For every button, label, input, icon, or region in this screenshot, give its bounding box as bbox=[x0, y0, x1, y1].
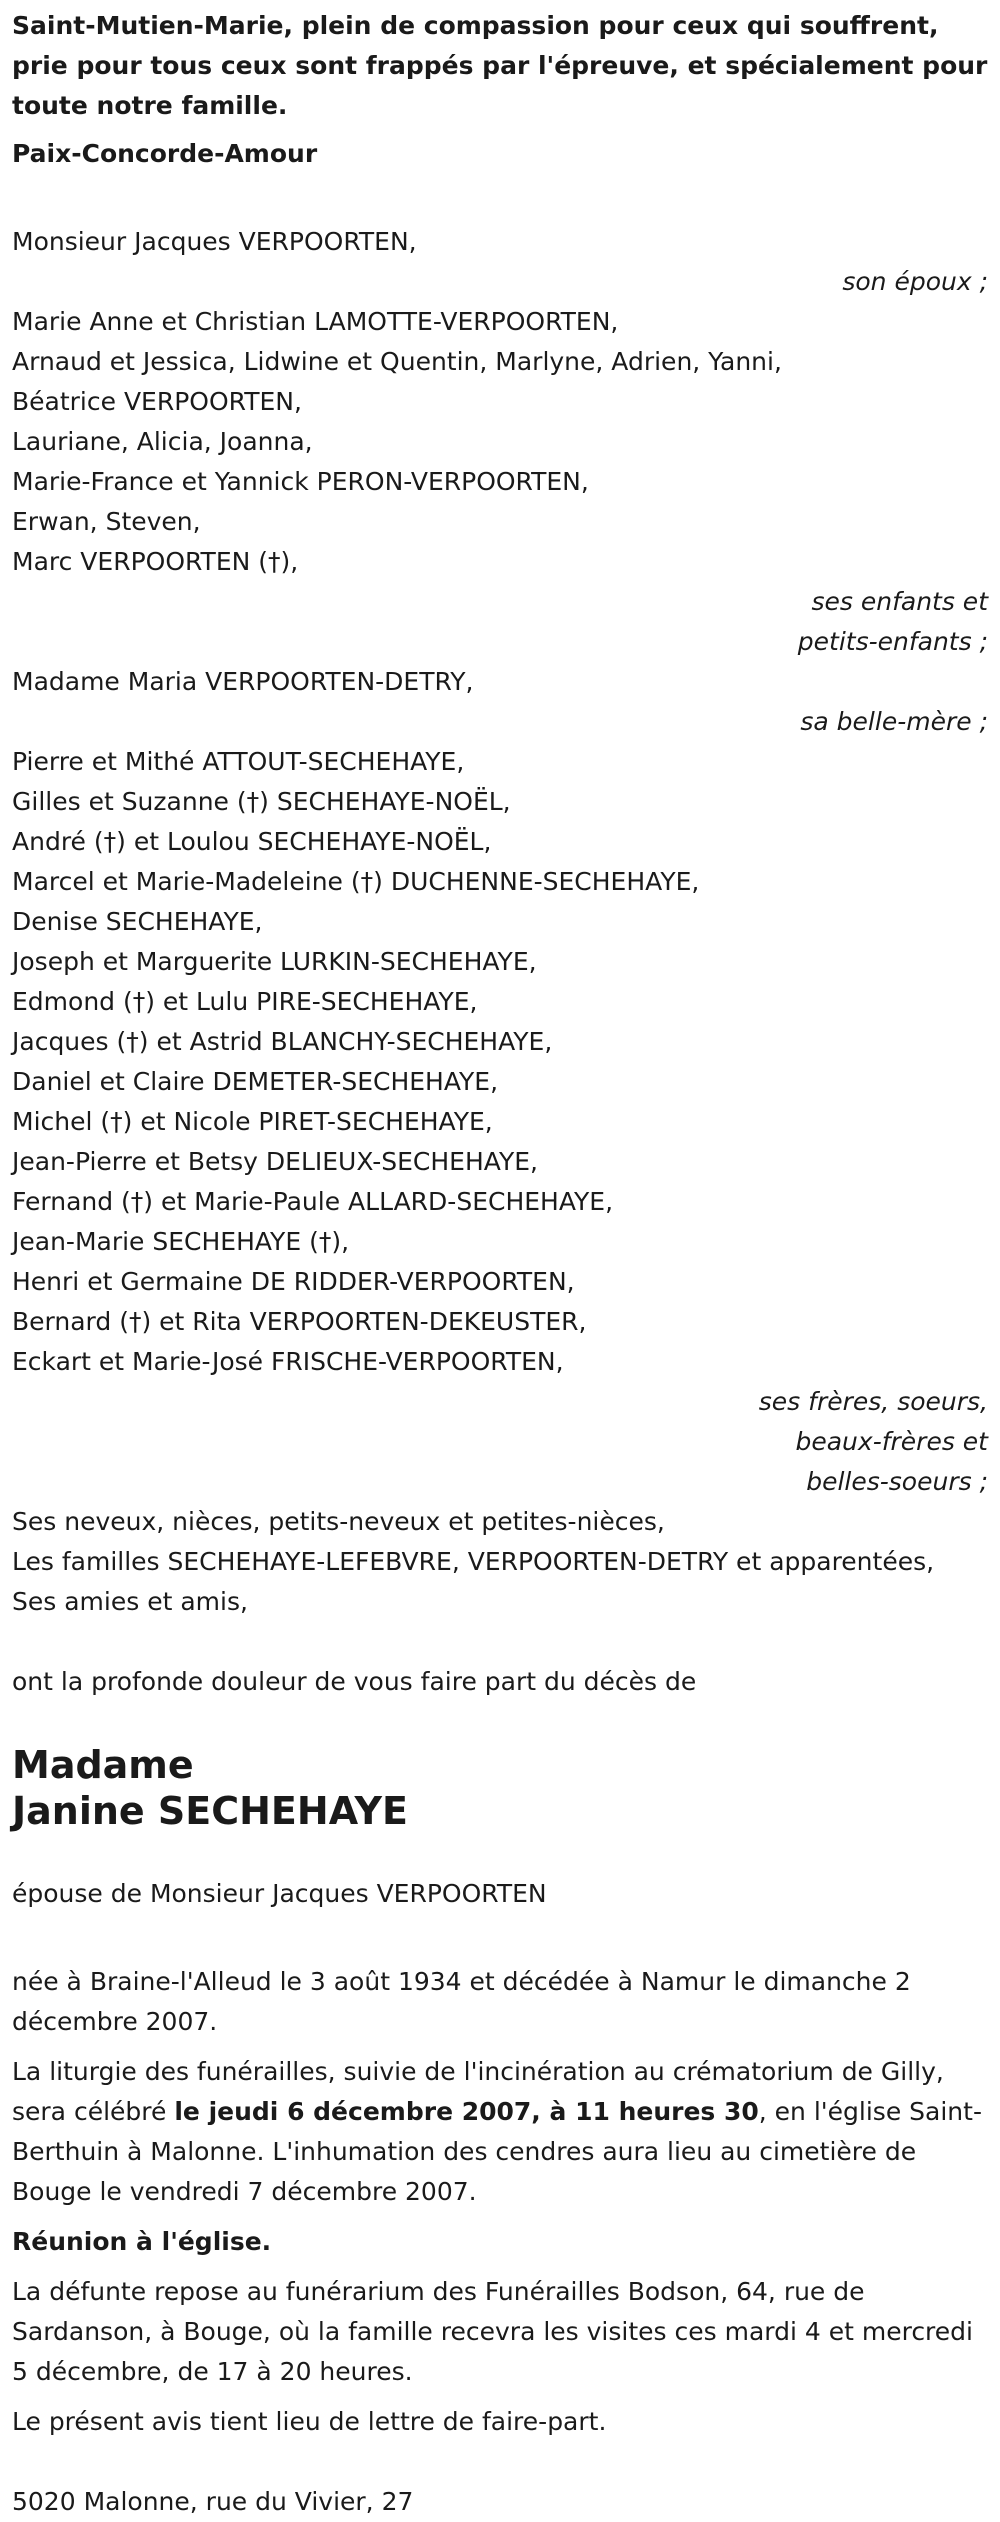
family-group-siblings bbox=[12, 742, 988, 1502]
spouse-line: épouse de Monsieur Jacques VERPOORTEN bbox=[12, 1879, 547, 1908]
family-line: Joseph et Marguerite LURKIN-SECHEHAYE, bbox=[12, 947, 537, 976]
relation-label: ses enfants et bbox=[811, 587, 988, 616]
family-line: André (†) et Loulou SECHEHAYE-NOËL, bbox=[12, 827, 492, 856]
relation-label: beaux-frères et bbox=[795, 1427, 988, 1456]
family-line: Denise SECHEHAYE, bbox=[12, 907, 263, 936]
relation-label: belles-soeurs ; bbox=[806, 1467, 988, 1496]
family-line: Béatrice VERPOORTEN, bbox=[12, 387, 302, 416]
visits-paragraph: La défunte repose au funérarium des Funérailles Bodson, 64, rue de Sardanson, à Bouge, où la famille recevra les visites ces mardi 4 et mercredi 5 décembre, de 17 à 20 heures. bbox=[12, 2277, 973, 2386]
family-line: Monsieur Jacques VERPOORTEN, bbox=[12, 227, 417, 256]
family-line: Jean-Marie SECHEHAYE (†), bbox=[12, 1227, 350, 1256]
family-line: Les familles SECHEHAYE-LEFEBVRE, VERPOORTEN-DETRY et apparentées, bbox=[12, 1547, 935, 1576]
family-line: Arnaud et Jessica, Lidwine et Quentin, Marlyne, Adrien, Yanni, bbox=[12, 347, 782, 376]
family-line: Lauriane, Alicia, Joanna, bbox=[12, 427, 313, 456]
obituary-page bbox=[0, 6, 1000, 2522]
relation-label: petits-enfants ; bbox=[797, 627, 988, 656]
announcement: ont la profonde douleur de vous faire part du décès de bbox=[12, 1667, 697, 1696]
family-line: Gilles et Suzanne (†) SECHEHAYE-NOËL, bbox=[12, 787, 511, 816]
family-line: Marcel et Marie-Madeleine (†) DUCHENNE-SECHEHAYE, bbox=[12, 867, 700, 896]
family-line: Henri et Germaine DE RIDDER-VERPOORTEN, bbox=[12, 1267, 575, 1296]
family-address: 5020 Malonne, rue du Vivier, 27 bbox=[12, 2487, 414, 2516]
family-line: Pierre et Mithé ATTOUT-SECHEHAYE, bbox=[12, 747, 465, 776]
family-line: Fernand (†) et Marie-Paule ALLARD-SECHEHAYE, bbox=[12, 1187, 614, 1216]
deceased-title: Madame bbox=[12, 1743, 194, 1787]
other-relatives bbox=[12, 1502, 988, 1622]
motto: Paix-Concorde-Amour bbox=[12, 139, 318, 168]
family-line: Daniel et Claire DEMETER-SECHEHAYE, bbox=[12, 1067, 499, 1096]
family-line: Bernard (†) et Rita VERPOORTEN-DEKEUSTER, bbox=[12, 1307, 587, 1336]
relation-label: son époux ; bbox=[842, 267, 988, 296]
family-line: Erwan, Steven, bbox=[12, 507, 201, 536]
family-line: Edmond (†) et Lulu PIRE-SECHEHAYE, bbox=[12, 987, 478, 1016]
family-group-spouse bbox=[12, 222, 988, 302]
notice-paragraph: Le présent avis tient lieu de lettre de faire-part. bbox=[12, 2407, 607, 2436]
family-line: Jean-Pierre et Betsy DELIEUX-SECHEHAYE, bbox=[12, 1147, 538, 1176]
relation-label: sa belle-mère ; bbox=[800, 707, 988, 736]
family-line: Marc VERPOORTEN (†), bbox=[12, 547, 299, 576]
family-line: Ses amies et amis, bbox=[12, 1587, 248, 1616]
relation-label: ses frères, soeurs, bbox=[758, 1387, 988, 1416]
family-line: Marie Anne et Christian LAMOTTE-VERPOORTEN, bbox=[12, 307, 619, 336]
family-line: Eckart et Marie-José FRISCHE-VERPOORTEN, bbox=[12, 1347, 564, 1376]
liturgy-text-end: , en l'église Saint-Berthuin à Malonne. L'inhumation des cendres aura lieu au cimetière de Bouge le vendredi 7 décembre 2007. bbox=[12, 2097, 982, 2206]
family-line: Madame Maria VERPOORTEN-DETRY, bbox=[12, 667, 474, 696]
deceased-name: Janine SECHEHAYE bbox=[12, 1789, 408, 1833]
liturgy-text: La liturgie des funérailles, suivie de l'incinération au crématorium de Gilly, sera célébré bbox=[12, 2057, 944, 2126]
family-group-mother-in-law bbox=[12, 662, 988, 742]
family-group-children bbox=[12, 302, 988, 662]
family-line: Ses neveux, nièces, petits-neveux et petites-nièces, bbox=[12, 1507, 665, 1536]
family-line: Marie-France et Yannick PERON-VERPOORTEN, bbox=[12, 467, 589, 496]
liturgy-date: le jeudi 6 décembre 2007, à 11 heures 30 bbox=[174, 2097, 759, 2126]
liturgy-paragraph bbox=[12, 2052, 988, 2212]
intro-prayer: Saint-Mutien-Marie, plein de compassion pour ceux qui souffrent, prie pour tous ceux sont frappés par l'épreuve, et spécialement pour toute notre famille. bbox=[12, 11, 988, 120]
birth-death-paragraph: née à Braine-l'Alleud le 3 août 1934 et décédée à Namur le dimanche 2 décembre 2007. bbox=[12, 1967, 911, 2036]
family-line: Michel (†) et Nicole PIRET-SECHEHAYE, bbox=[12, 1107, 493, 1136]
reunion-note: Réunion à l'église. bbox=[12, 2227, 272, 2256]
family-line: Jacques (†) et Astrid BLANCHY-SECHEHAYE, bbox=[12, 1027, 553, 1056]
